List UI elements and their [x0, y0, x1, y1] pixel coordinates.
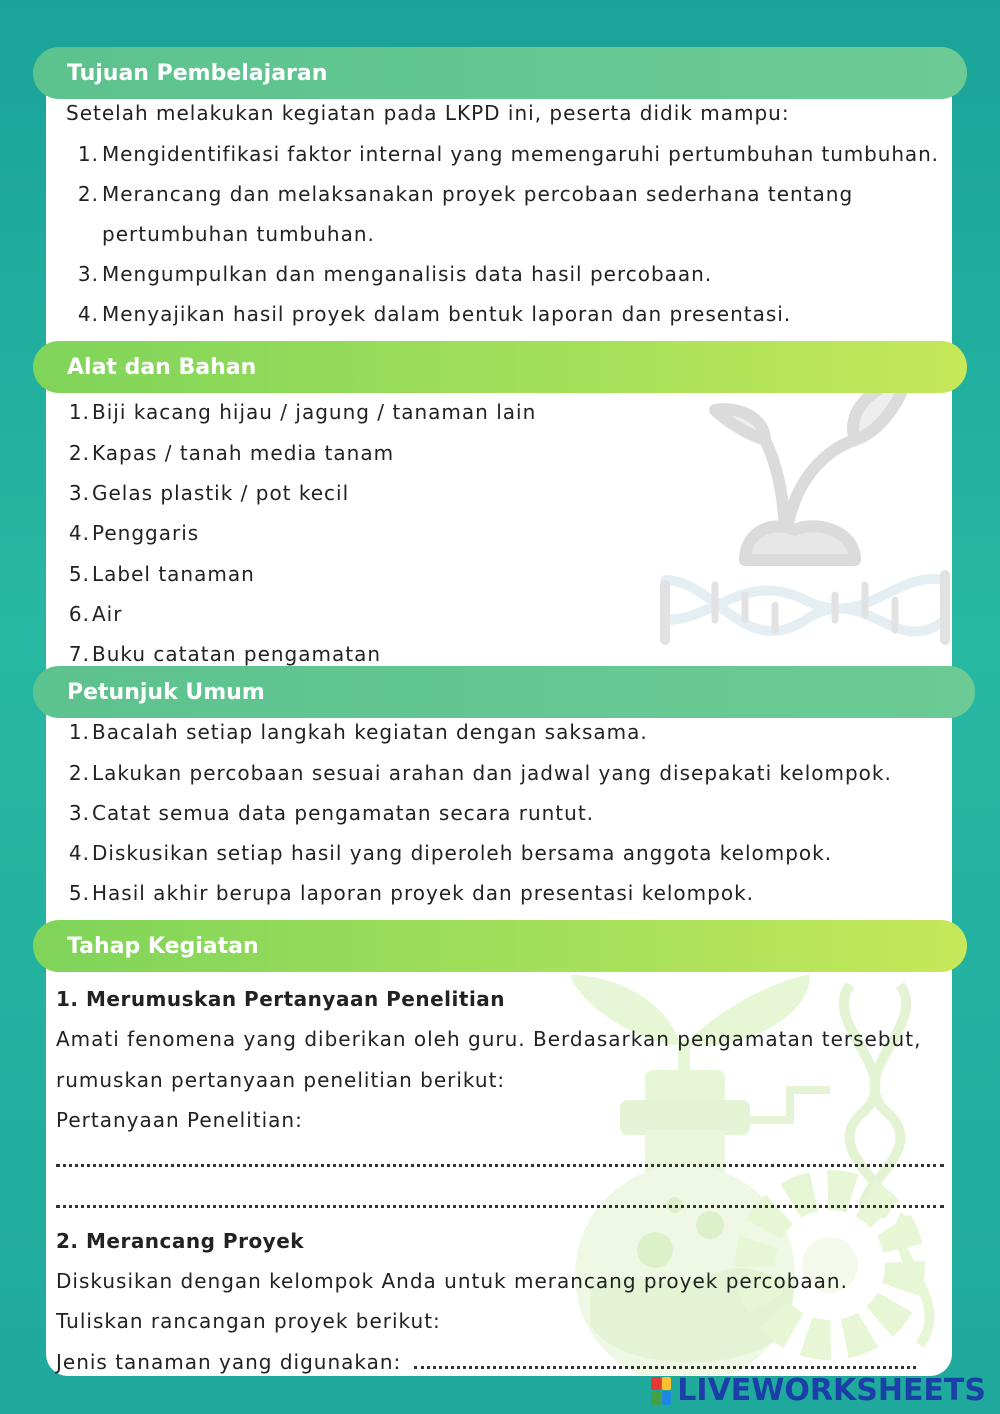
section-title: Petunjuk Umum	[67, 679, 265, 705]
step-2-heading: 2. Merancang Proyek	[56, 1229, 305, 1253]
section-header-tahap	[33, 920, 967, 972]
list-item: Menyajikan hasil proyek dalam bentuk laporan dan presentasi.	[102, 302, 792, 326]
research-question-answer-line-1[interactable]	[56, 1164, 944, 1167]
list-number: 7.	[68, 642, 90, 666]
plant-type-label: Jenis tanaman yang digunakan:	[56, 1350, 402, 1374]
step-title: Merumuskan Pertanyaan Penelitian	[85, 987, 506, 1011]
list-number: 1.	[77, 142, 99, 166]
list-item: Hasil akhir berupa laporan proyek dan presentasi kelompok.	[92, 881, 755, 905]
list-item: Gelas plastik / pot kecil	[92, 481, 350, 505]
list-item: Merancang dan melaksanakan proyek percobaan sederhana tentang	[102, 182, 854, 206]
step-number: 2	[56, 1229, 71, 1253]
list-item: Bacalah setiap langkah kegiatan dengan saksama.	[92, 720, 648, 744]
list-item: Catat semua data pengamatan secara runtut.	[92, 801, 595, 825]
step-1-heading: 1. Merumuskan Pertanyaan Penelitian	[56, 987, 506, 1011]
list-number: 2.	[68, 761, 90, 785]
list-number: 5.	[68, 881, 90, 905]
plant-type-answer-line[interactable]	[414, 1366, 916, 1369]
list-number: 4.	[68, 521, 90, 545]
section-header-petunjuk	[33, 666, 975, 718]
list-number: 1.	[68, 400, 90, 424]
list-item: Penggaris	[92, 521, 200, 545]
step-1-instruction-cont: rumuskan pertanyaan penelitian berikut:	[56, 1068, 506, 1092]
list-number: 2.	[77, 182, 99, 206]
list-number: 3.	[77, 262, 99, 286]
logo-icon	[651, 1377, 671, 1405]
list-item-continuation: pertumbuhan tumbuhan.	[102, 222, 375, 246]
list-number: 3.	[68, 801, 90, 825]
step-1-instruction: Amati fenomena yang diberikan oleh guru. Berdasarkan pengamatan tersebut,	[56, 1027, 922, 1051]
list-item: Air	[92, 602, 123, 626]
research-question-answer-line-2[interactable]	[56, 1205, 944, 1208]
list-item: Mengidentifikasi faktor internal yang memengaruhi pertumbuhan tumbuhan.	[102, 142, 939, 166]
list-number: 6.	[68, 602, 90, 626]
section-title: Tujuan Pembelajaran	[67, 60, 328, 86]
list-item: Label tanaman	[92, 562, 255, 586]
liveworksheets-logo[interactable]	[651, 1373, 986, 1408]
section-header-tujuan	[33, 47, 967, 99]
list-item: Lakukan percobaan sesuai arahan dan jadwal yang disepakati kelompok.	[92, 761, 892, 785]
list-item: Buku catatan pengamatan	[92, 642, 382, 666]
list-number: 4.	[68, 841, 90, 865]
section-title: Alat dan Bahan	[67, 354, 257, 380]
step-2-instruction-cont: Tuliskan rancangan proyek berikut:	[56, 1309, 441, 1333]
list-number: 5.	[68, 562, 90, 586]
list-item: Biji kacang hijau / jagung / tanaman lain	[92, 400, 537, 424]
section-title: Tahap Kegiatan	[67, 933, 259, 959]
tujuan-intro: Setelah melakukan kegiatan pada LKPD ini, peserta didik mampu:	[66, 101, 790, 125]
step-2-instruction: Diskusikan dengan kelompok Anda untuk merancang proyek percobaan.	[56, 1269, 848, 1293]
research-question-label: Pertanyaan Penelitian:	[56, 1108, 303, 1132]
section-header-alat	[33, 341, 967, 393]
brand-name: LIVEWORKSHEETS	[677, 1373, 986, 1408]
step-title: Merancang Proyek	[85, 1229, 305, 1253]
list-item: Mengumpulkan dan menganalisis data hasil percobaan.	[102, 262, 713, 286]
list-number: 3.	[68, 481, 90, 505]
list-item: Diskusikan setiap hasil yang diperoleh bersama anggota kelompok.	[92, 841, 833, 865]
list-number: 4.	[77, 302, 99, 326]
list-number: 2.	[68, 441, 90, 465]
list-number: 1.	[68, 720, 90, 744]
step-number: 1	[56, 987, 71, 1011]
plant-dna-illustration	[655, 370, 955, 670]
list-item: Kapas / tanah media tanam	[92, 441, 395, 465]
